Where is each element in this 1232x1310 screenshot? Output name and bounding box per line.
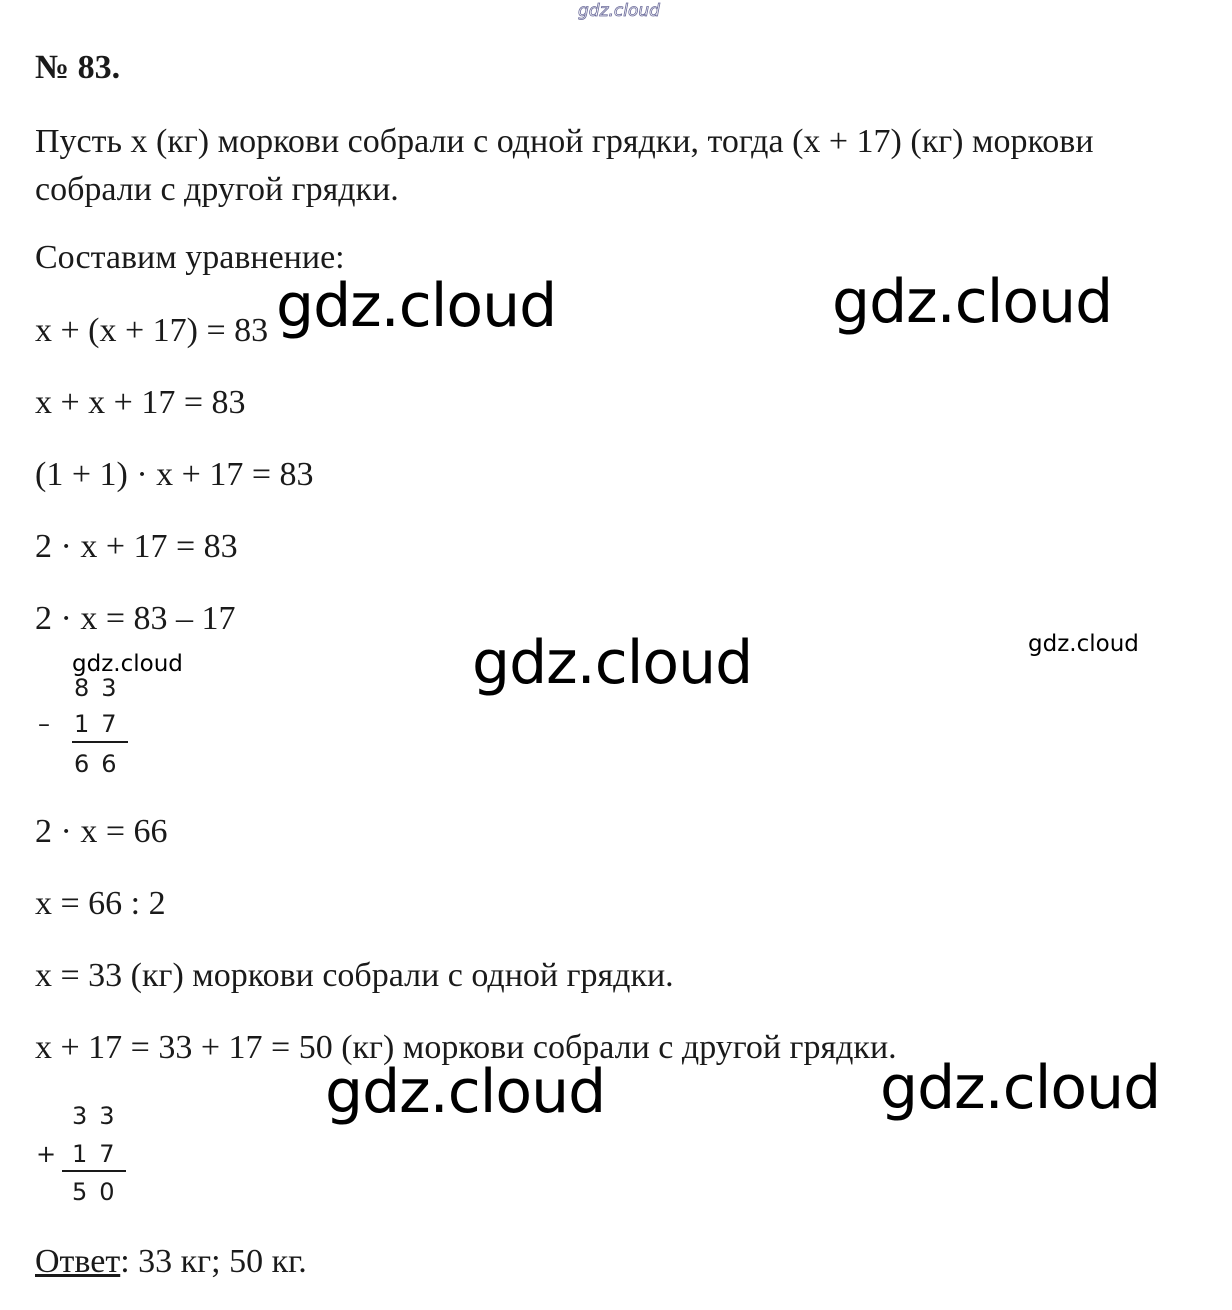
equation-step: х + (х + 17) = 83	[35, 312, 269, 349]
equation-step: 2 · х = 66	[35, 813, 168, 850]
watermark: gdz.cloud	[1028, 631, 1139, 657]
equation-step: х = 33 (кг) моркови собрали с одной грядки.	[35, 957, 674, 994]
column-bottom-number: 17	[72, 1140, 127, 1168]
column-bottom-number: 17	[74, 710, 129, 738]
equation-step: х + 17 = 33 + 17 = 50 (кг) моркови собрали с другой грядки.	[35, 1029, 897, 1066]
answer-label: Ответ	[35, 1243, 121, 1280]
watermark: gdz.cloud	[880, 1053, 1161, 1123]
setup-text: Составим уравнение:	[35, 239, 345, 276]
answer-text: : 33 кг; 50 кг.	[120, 1243, 307, 1280]
problem-intro: Пусть х (кг) моркови собрали с одной грядки, тогда (х + 17) (кг) моркови собрали с другой грядки.	[35, 123, 1094, 208]
equation-step: 2 · х + 17 = 83	[35, 528, 238, 565]
column-operator: –	[38, 710, 62, 738]
watermark-top: gdz.cloud	[578, 1, 660, 21]
column-result: 66	[74, 750, 129, 778]
watermark: gdz.cloud	[325, 1057, 606, 1127]
equation-step: (1 + 1) · х + 17 = 83	[35, 456, 314, 493]
watermark: gdz.cloud	[472, 628, 753, 698]
watermark: gdz.cloud	[832, 267, 1113, 337]
equation-step: х = 66 : 2	[35, 885, 166, 922]
column-operator: +	[36, 1140, 69, 1168]
watermark: gdz.cloud	[72, 651, 183, 677]
answer	[35, 1242, 307, 1282]
problem-number: № 83.	[35, 49, 121, 86]
column-top-number: 33	[72, 1102, 127, 1130]
equation-step: 2 · х = 83 – 17	[35, 600, 236, 637]
column-top-number: 83	[74, 674, 129, 702]
equation-step: х + х + 17 = 83	[35, 384, 246, 421]
column-divider	[72, 741, 128, 743]
column-divider	[62, 1170, 126, 1172]
watermark: gdz.cloud	[276, 271, 557, 341]
column-result: 50	[72, 1178, 127, 1206]
